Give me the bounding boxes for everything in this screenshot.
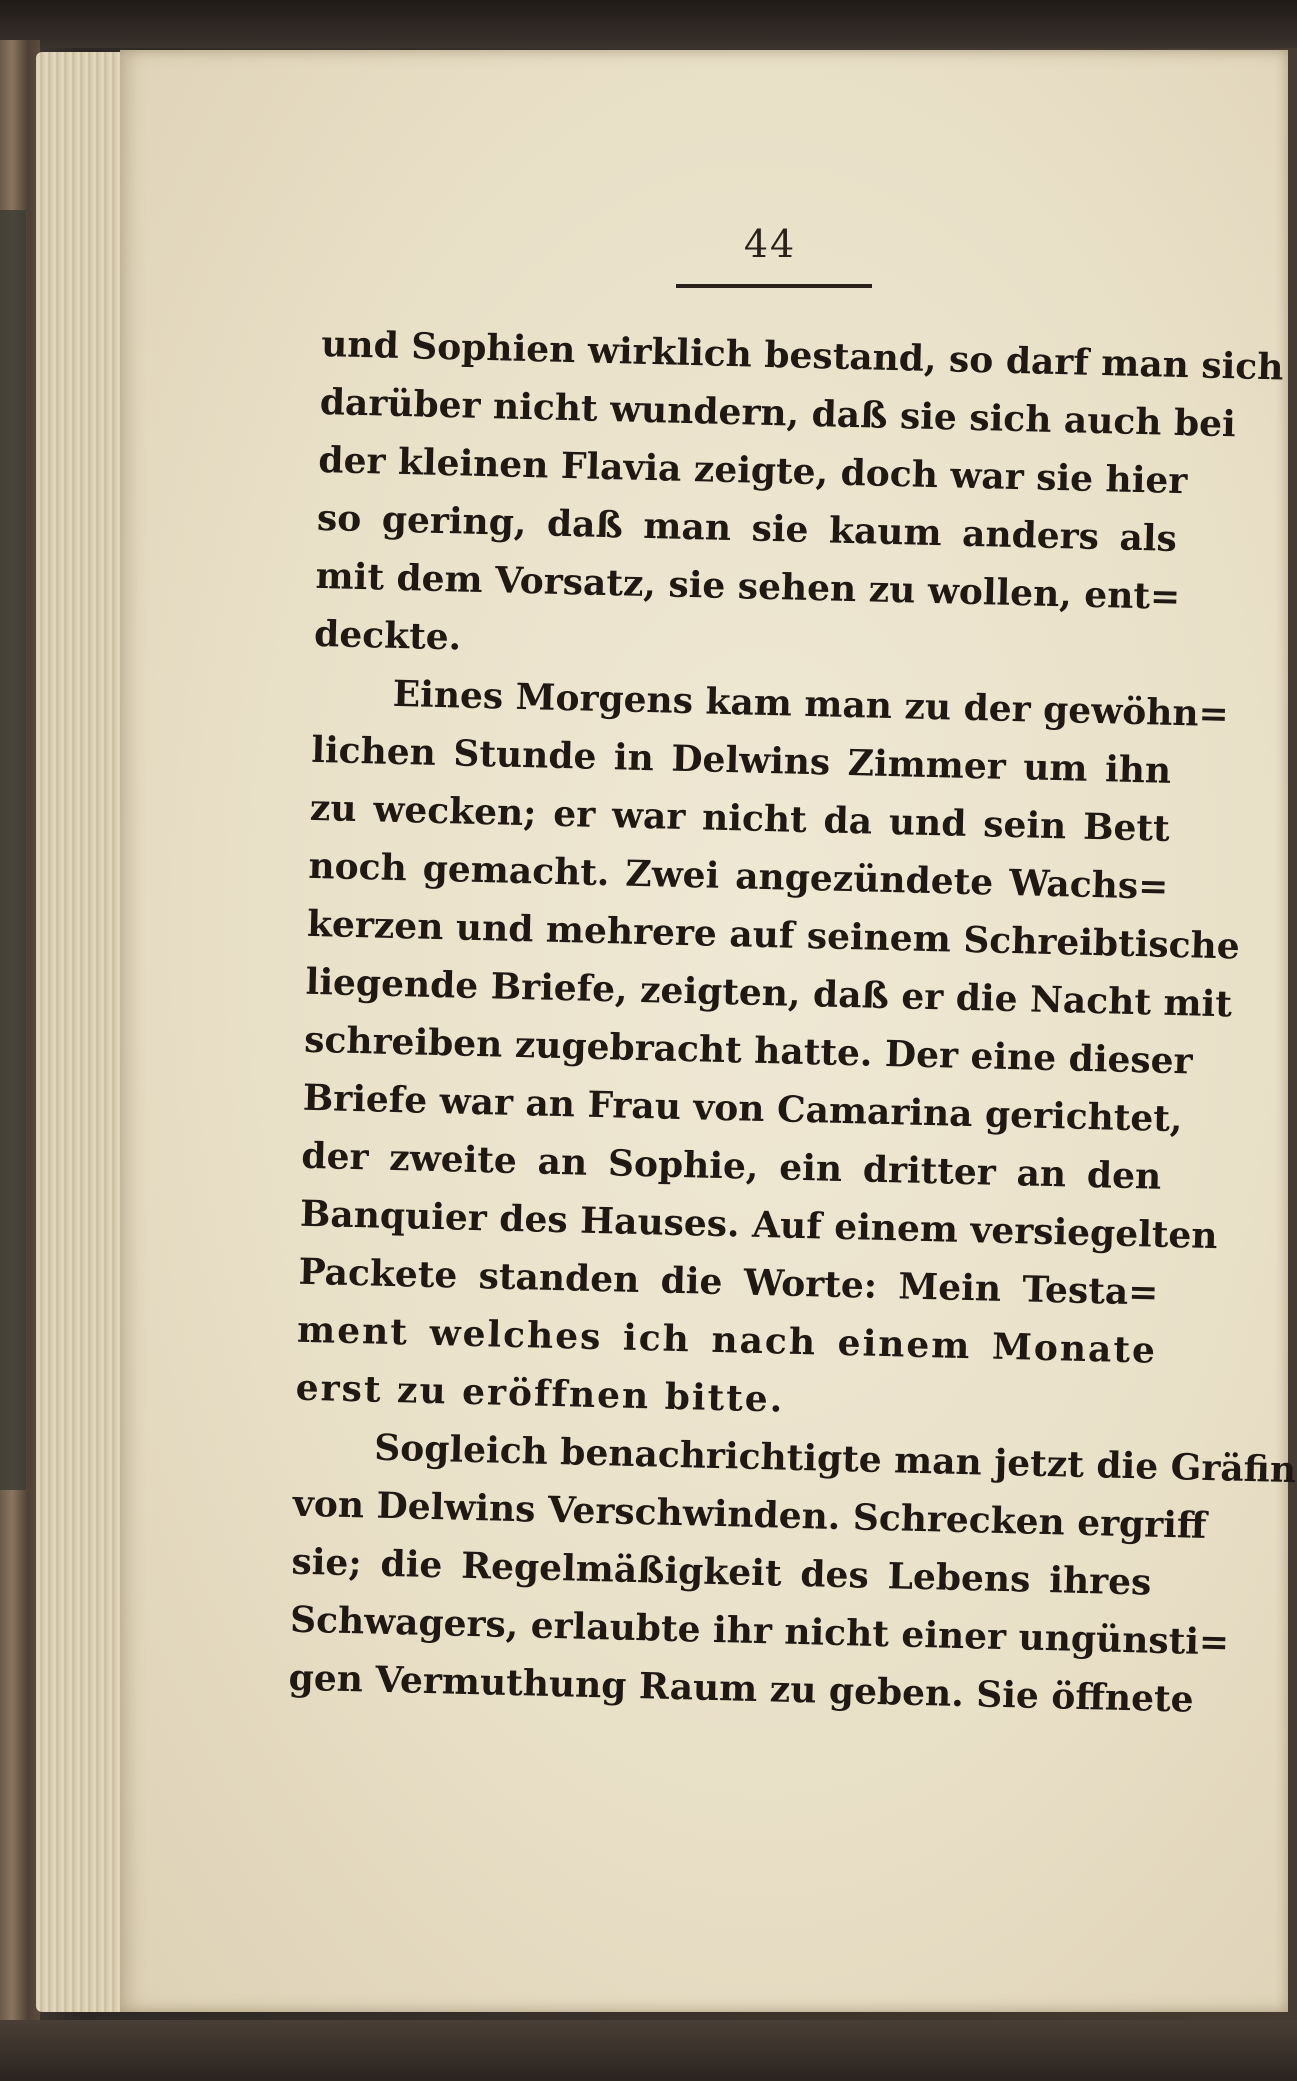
- text-line: der kleinen Flavia zeigte, doch war sie hier: [317, 438, 1188, 503]
- body-text: [288, 315, 1297, 1728]
- text-line: kerzen und mehrere auf seinem Schreibtische: [306, 902, 1241, 968]
- text-line: zu wecken; er war nicht da und sein Bett: [309, 786, 1171, 850]
- text-line: deckte.: [313, 612, 462, 659]
- text-line: mit dem Vorsatz, sie sehen zu wollen, ent=: [315, 554, 1181, 619]
- spine-label-strip: [0, 210, 26, 1490]
- text-line: Briefe war an Frau von Camarina gerichtet,: [302, 1076, 1184, 1141]
- book-cover-top: [0, 0, 1297, 48]
- text-line: liegende Briefe, zeigten, daß er die Nacht mit: [305, 960, 1233, 1026]
- text-line: lichen Stunde in Delwins Zimmer um ihn: [310, 728, 1172, 792]
- book-cover-bottom: [0, 2020, 1297, 2081]
- text-line: Packete standen die Worte: Mein Testa=: [298, 1250, 1159, 1314]
- text-line: sie; die Regelmäßigkeit des Lebens ihres: [291, 1540, 1152, 1604]
- text-line: und Sophien wirklich bestand, so darf man sich: [320, 322, 1284, 389]
- text-line: ment welches ich nach einem Monate: [296, 1308, 1158, 1372]
- text-line: erst zu eröffnen bitte.: [295, 1366, 785, 1421]
- text-line: Banquier des Hauses. Auf einem versiegelten: [299, 1192, 1219, 1258]
- text-line: gen Vermuthung Raum zu geben. Sie öffnete: [288, 1656, 1195, 1721]
- paragraph-start: Eines Morgens kam man zu der gewöhn=: [392, 672, 1230, 736]
- text-line: so gering, daß man sie kaum anders als: [316, 496, 1178, 560]
- text-line: noch gemacht. Zwei angezündete Wachs=: [308, 844, 1169, 908]
- text-line: darüber nicht wundern, daß sie sich auch bei: [319, 380, 1237, 446]
- header-rule: [676, 284, 872, 288]
- text-line: von Delwins Verschwinden. Schrecken ergriff: [292, 1482, 1207, 1547]
- text-line: Schwagers, erlaubte ihr nicht einer ungünsti=: [289, 1598, 1230, 1664]
- paragraph-start: Sogleich benachrichtigte man jetzt die Gräfin: [373, 1426, 1297, 1492]
- text-line: der zweite an Sophie, ein dritter an den: [300, 1134, 1162, 1198]
- text-line: schreiben zugebracht hatte. Der eine dieser: [303, 1018, 1194, 1083]
- page-number: 44: [743, 222, 797, 266]
